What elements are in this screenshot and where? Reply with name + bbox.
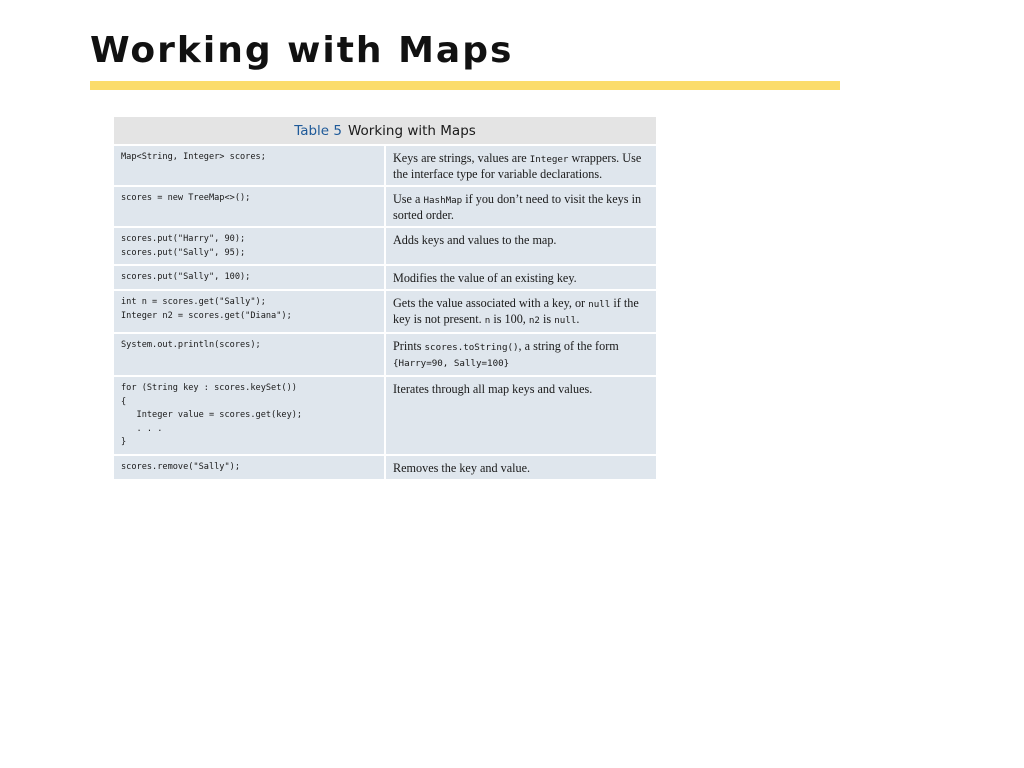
description-text: Modifies the value of an existing key.: [393, 271, 577, 285]
inline-code: n: [484, 315, 491, 326]
description-text: if the key is not present.: [393, 296, 639, 326]
description-cell: [385, 333, 656, 376]
table-row: [114, 145, 656, 186]
description-cell: [385, 186, 656, 227]
inline-code: null: [588, 299, 611, 310]
description-text: Keys are strings, values are: [393, 151, 530, 165]
map-operations-table: [114, 117, 656, 481]
table-row: [114, 227, 656, 265]
table-row: [114, 290, 656, 333]
description-text: .: [576, 312, 580, 326]
description-text: Prints: [393, 339, 425, 353]
table-row: [114, 455, 656, 480]
description-cell: [385, 455, 656, 480]
code-cell: Map<String, Integer> scores;: [114, 145, 385, 186]
inline-code: HashMap: [423, 195, 463, 206]
description-text: is 100,: [490, 312, 529, 326]
description-cell: [385, 145, 656, 186]
description-text: Iterates through all map keys and values.: [393, 382, 593, 396]
description-text: if you don’t need to visit the keys in sorted order.: [393, 192, 642, 222]
table-caption-label: Table 5: [294, 122, 342, 139]
description-cell: [385, 227, 656, 265]
code-cell: scores.remove("Sally");: [114, 455, 385, 480]
inline-code: scores.toString(): [424, 342, 519, 353]
code-cell: scores = new TreeMap<>();: [114, 186, 385, 227]
table-row: [114, 265, 656, 290]
description-text: is: [539, 312, 555, 326]
description-text: Adds keys and values to the map.: [393, 233, 557, 247]
description-text: Removes the key and value.: [393, 461, 531, 475]
table-row: [114, 333, 656, 376]
title-underline: [90, 81, 840, 90]
description-cell: [385, 376, 656, 455]
code-cell: System.out.println(scores);: [114, 333, 385, 376]
code-cell: int n = scores.get("Sally"); Integer n2 = scores.get("Diana");: [114, 290, 385, 333]
table-row: [114, 376, 656, 455]
description-cell: [385, 290, 656, 333]
table-caption-row: [114, 117, 656, 145]
description-text: wrappers. Use the interface type for variable declarations.: [393, 151, 642, 181]
code-cell: scores.put("Harry", 90); scores.put("Sally", 95);: [114, 227, 385, 265]
description-text: Use a: [393, 192, 424, 206]
inline-code: Integer: [529, 154, 569, 165]
description-cell: [385, 265, 656, 290]
slide-title: Working with Maps: [90, 30, 514, 71]
code-cell: scores.put("Sally", 100);: [114, 265, 385, 290]
inline-code: n2: [528, 315, 540, 326]
table-caption: [114, 117, 656, 145]
table-row: [114, 186, 656, 227]
description-text: Gets the value associated with a key, or: [393, 296, 589, 310]
inline-code: null: [554, 315, 577, 326]
code-cell: for (String key : scores.keySet()) { Integer value = scores.get(key); . . . }: [114, 376, 385, 455]
table-caption-title: Working with Maps: [347, 122, 476, 139]
inline-code: {Harry=90, Sally=100}: [393, 358, 510, 369]
description-text: , a string of the form: [518, 339, 619, 353]
